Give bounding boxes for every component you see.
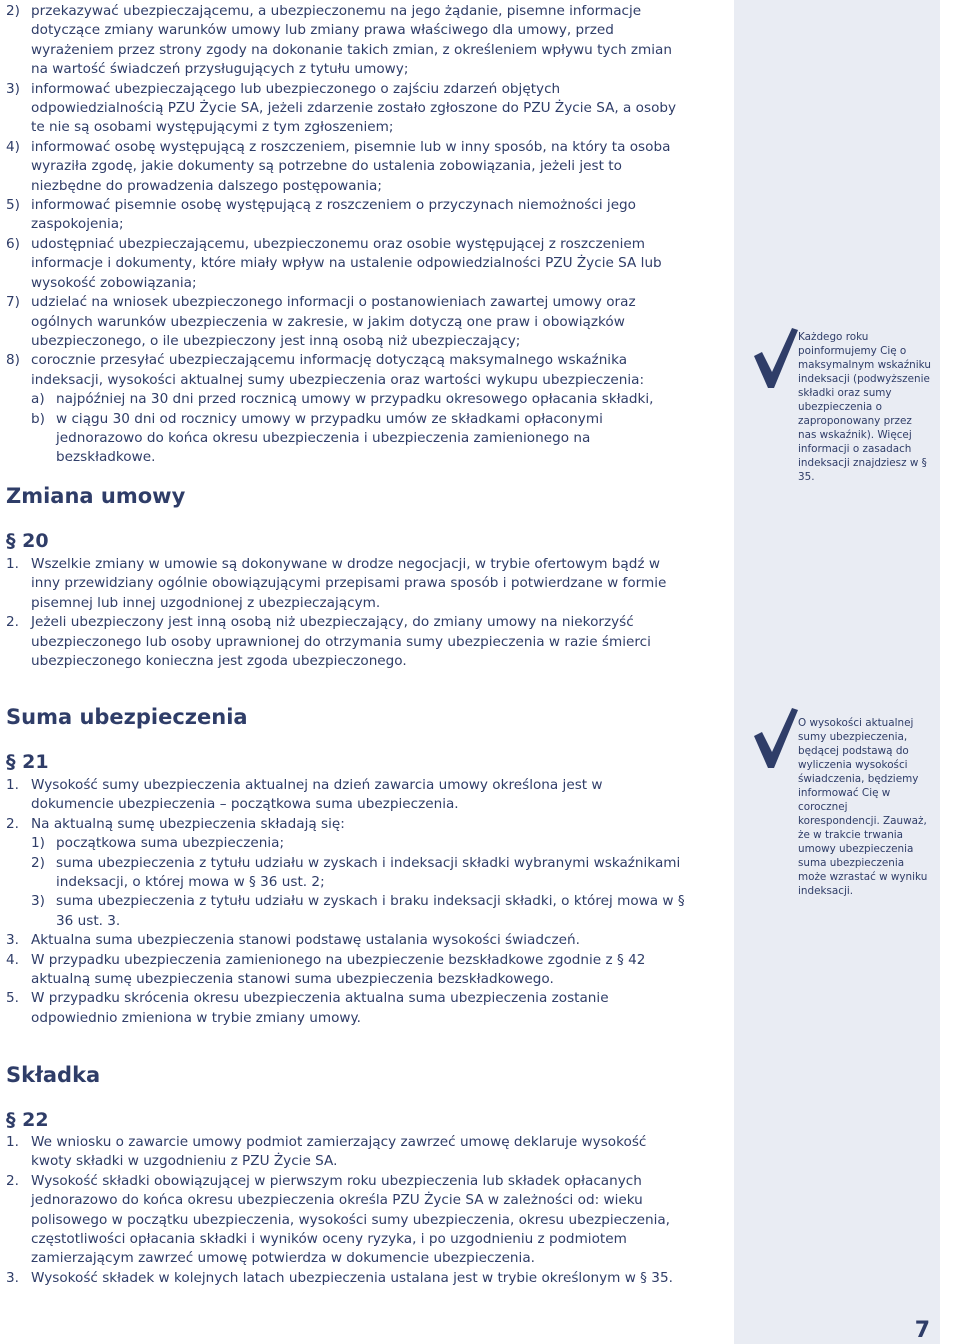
- section-list: [6, 1133, 686, 1288]
- item-number: 1.: [6, 556, 19, 572]
- item-number: 1.: [6, 1134, 19, 1150]
- sub-item: [31, 854, 686, 893]
- list-item: [6, 776, 686, 815]
- paragraph-number: § 21: [6, 751, 49, 773]
- list-item: [6, 351, 686, 467]
- sub-item-text: najpóźniej na 30 dni przed rocznicą umowy w przypadku okresowego opłacania składki,: [56, 391, 654, 408]
- item-number: 3.: [6, 932, 19, 949]
- item-number: 4): [6, 138, 20, 155]
- item-text: Wysokość sumy ubezpieczenia aktualnej na dzień zawarcia umowy określona jest w dokumencie ubezpieczenia – początkowa suma ubezpieczenia.: [31, 777, 603, 813]
- item-text: Wysokość składki obowiązującej w pierwszym roku ubezpieczenia lub składek opłacanych jednorazowo do końca okresu ubezpieczenia określa PZU Życie SA w zależności od: wieku polisowego w początku ubezpieczenia, wysokości sumy ubezpieczenia, okresu ubezpieczenia, częstotliwości opłacania składki i wyników oceny ryzyka, i po uzgodnieniu z podmiotem zamierzającym zawrzeć umowę potwierdza w dokumencie ubezpieczenia.: [31, 1172, 671, 1267]
- item-number: 8): [6, 352, 20, 369]
- sub-item: [31, 390, 686, 409]
- sub-item-text: suma ubezpieczenia z tytułu udziału w zyskach i indeksacji składki wybranymi wskaźnikami indeksacji, o której mowa w § 36 ust. 2;: [56, 854, 681, 891]
- item-text: corocznie przesyłać ubezpieczającemu informację dotyczącą maksymalnego wskaźnika indeksacji, wysokości aktualnej sumy ubezpieczenia oraz wartości wykupu ubezpieczenia:: [31, 352, 645, 388]
- item-number: 7): [6, 294, 20, 311]
- sub-item-letter: b): [31, 410, 45, 427]
- list-item: [6, 235, 686, 293]
- list-item: [6, 80, 686, 138]
- item-text: udostępniać ubezpieczającemu, ubezpieczonemu oraz osobie występującej z roszczeniem informacje i dokumenty, które miały wpływ na ustalenie odpowiedzialności PZU Życie SA lub wysokość zobowiązania;: [31, 235, 662, 291]
- item-text: W przypadku ubezpieczenia zamienionego na ubezpieczenie bezskładkowe zgodnie z § 42 aktualną sumę ubezpieczenia stanowi suma ubezpieczenia bezskładkowego.: [31, 951, 646, 988]
- section-title: Składka: [6, 1063, 101, 1087]
- list-item: [6, 989, 686, 1028]
- sub-item: [31, 410, 686, 468]
- sidebar-note: [750, 330, 932, 484]
- item-number: 4.: [6, 951, 19, 968]
- item-number: 6): [6, 235, 20, 252]
- sub-item-letter: a): [31, 391, 45, 408]
- item-text: Jeżeli ubezpieczony jest inną osobą niż ubezpieczający, do zmiany umowy na niekorzyść ubezpieczonego lub osoby uprawnionej do otrzymania sumy ubezpieczenia w razie śmierci ubezpieczonego konieczna jest zgoda ubezpieczonego.: [31, 614, 651, 670]
- item-number: 2): [6, 3, 20, 19]
- item-text: We wniosku o zawarcie umowy podmiot zamierzający zawrzeć umowę deklaruje wysokość kwoty składki w uzgodnieniu z PZU Życie SA.: [31, 1134, 647, 1170]
- section-list: [6, 776, 686, 1028]
- section-title: Zmiana umowy: [6, 484, 186, 508]
- sub-item-text: początkowa suma ubezpieczenia;: [56, 835, 285, 852]
- page-number: 7: [914, 1317, 930, 1343]
- list-item: [6, 1172, 686, 1269]
- list-item: [6, 555, 686, 613]
- list-item: [6, 1133, 686, 1172]
- item-text: Wysokość składek w kolejnych latach ubezpieczenia ustalana jest w trybie określonym w § 35.: [31, 1269, 673, 1286]
- item-number: 3): [6, 80, 20, 97]
- sidebar-note: [750, 716, 932, 898]
- item-number: 5): [6, 197, 20, 214]
- item-text: informować ubezpieczającego lub ubezpieczonego o zajściu zdarzeń objętych odpowiedzialnością PZU Życie SA, jeżeli zdarzenie zostało zgłoszone do PZU Życie SA, a osoby te nie są osobami występującymi z tym zgłoszeniem;: [31, 80, 677, 136]
- sub-item-text: w ciągu 30 dni od rocznicy umowy w przypadku umów ze składkami opłaconymi jednorazowo do końca okresu ubezpieczenia i ubezpieczenia zamienionego na bezskładkowe.: [56, 410, 603, 466]
- list-item: [6, 2, 686, 80]
- list-item: [6, 951, 686, 990]
- paragraph-number: § 20: [6, 530, 49, 552]
- item-text: udzielać na wniosek ubezpieczonego informacji o postanowieniach zawartej umowy oraz ogólnych warunków ubezpieczenia w zakresie, w jakim dotyczą one praw i obowiązków ubezpieczonego, o ile ubezpieczony jest inną osobą niż ubezpieczający;: [31, 294, 636, 349]
- sub-item-number: 1): [31, 835, 45, 852]
- item-number: 5.: [6, 990, 19, 1007]
- item-text: przekazywać ubezpieczającemu, a ubezpieczonemu na jego żądanie, pisemne informacje dotyczące zmiany warunków umowy lub zmiany prawa właściwego dla umowy, przed wyrażeniem przez strony zgody na dokonanie takich zmian, z określeniem wpływu tych zmian na wartość świadczeń przysługujących z tytułu umowy;: [31, 3, 672, 78]
- item-number: 2.: [6, 614, 19, 631]
- item-text: Na aktualną sumę ubezpieczenia składają się:: [31, 815, 345, 832]
- list-item: [6, 138, 686, 196]
- margin-sidebar: [734, 0, 940, 1344]
- sidebar-note-text: Każdego roku poinformujemy Cię o maksymalnym wskaźniku indeksacji (podwyższenie składki oraz sumy ubezpieczenia o zaproponowany przez nas wskaźnik). Więcej informacji o zasadach indeksacji znajdziesz w § 35.: [798, 331, 931, 483]
- list-item: [6, 196, 686, 235]
- list-item: [6, 293, 686, 351]
- item-number: 2.: [6, 1172, 19, 1189]
- item-number: 3.: [6, 1269, 19, 1286]
- item-text: Aktualna suma ubezpieczenia stanowi podstawę ustalania wysokości świadczeń.: [31, 932, 580, 949]
- paragraph-number: § 22: [6, 1109, 49, 1131]
- sub-item: [31, 834, 686, 853]
- item-text: informować osobę występującą z roszczeniem, pisemnie lub w inny sposób, na który ta osoba wyraziła zgodę, jakie dokumenty są potrzebne do ustalenia zobowiązania, jeżeli jest to niezbędne do prowadzenia dalszego postępowania;: [31, 138, 671, 194]
- section-list: [6, 555, 686, 671]
- list-item: [6, 931, 686, 950]
- sub-item-number: 3): [31, 893, 45, 910]
- sub-item: [31, 892, 686, 931]
- item-text: Wszelkie zmiany w umowie są dokonywane w drodze negocjacji, w trybie ofertowym bądź w inny przewidziany ogólnie obowiązującymi przepisami prawa sposób i potwierdzane w formie pisemnej lub innej uzgodnionej z ubezpieczającym.: [31, 556, 667, 611]
- obligations-list: [6, 2, 686, 468]
- list-item: [6, 1269, 686, 1288]
- sidebar-note-text: O wysokości aktualnej sumy ubezpieczenia, będącej podstawą do wyliczenia wysokości świadczenia, będziemy informować Cię w corocznej korespondencji. Zauważ, że w trakcie trwania umowy ubezpieczenia suma ubezpieczenia może wzrastać w wyniku indeksacji.: [798, 717, 928, 897]
- list-item: [6, 815, 686, 931]
- sub-item-text: suma ubezpieczenia z tytułu udziału w zyskach i braku indeksacji składki, o której mowa w § 36 ust. 3.: [56, 893, 685, 929]
- item-text: informować pisemnie osobę występującą z roszczeniem o przyczynach niemożności jego zaspokojenia;: [31, 197, 637, 233]
- item-text: W przypadku skrócenia okresu ubezpieczenia aktualna suma ubezpieczenia zostanie odpowiednio zmieniona w trybie zmiany umowy.: [31, 990, 609, 1026]
- sub-item-number: 2): [31, 854, 45, 871]
- list-item: [6, 613, 686, 671]
- item-number: 2.: [6, 815, 19, 832]
- item-number: 1.: [6, 777, 19, 793]
- section-title: Suma ubezpieczenia: [6, 705, 248, 729]
